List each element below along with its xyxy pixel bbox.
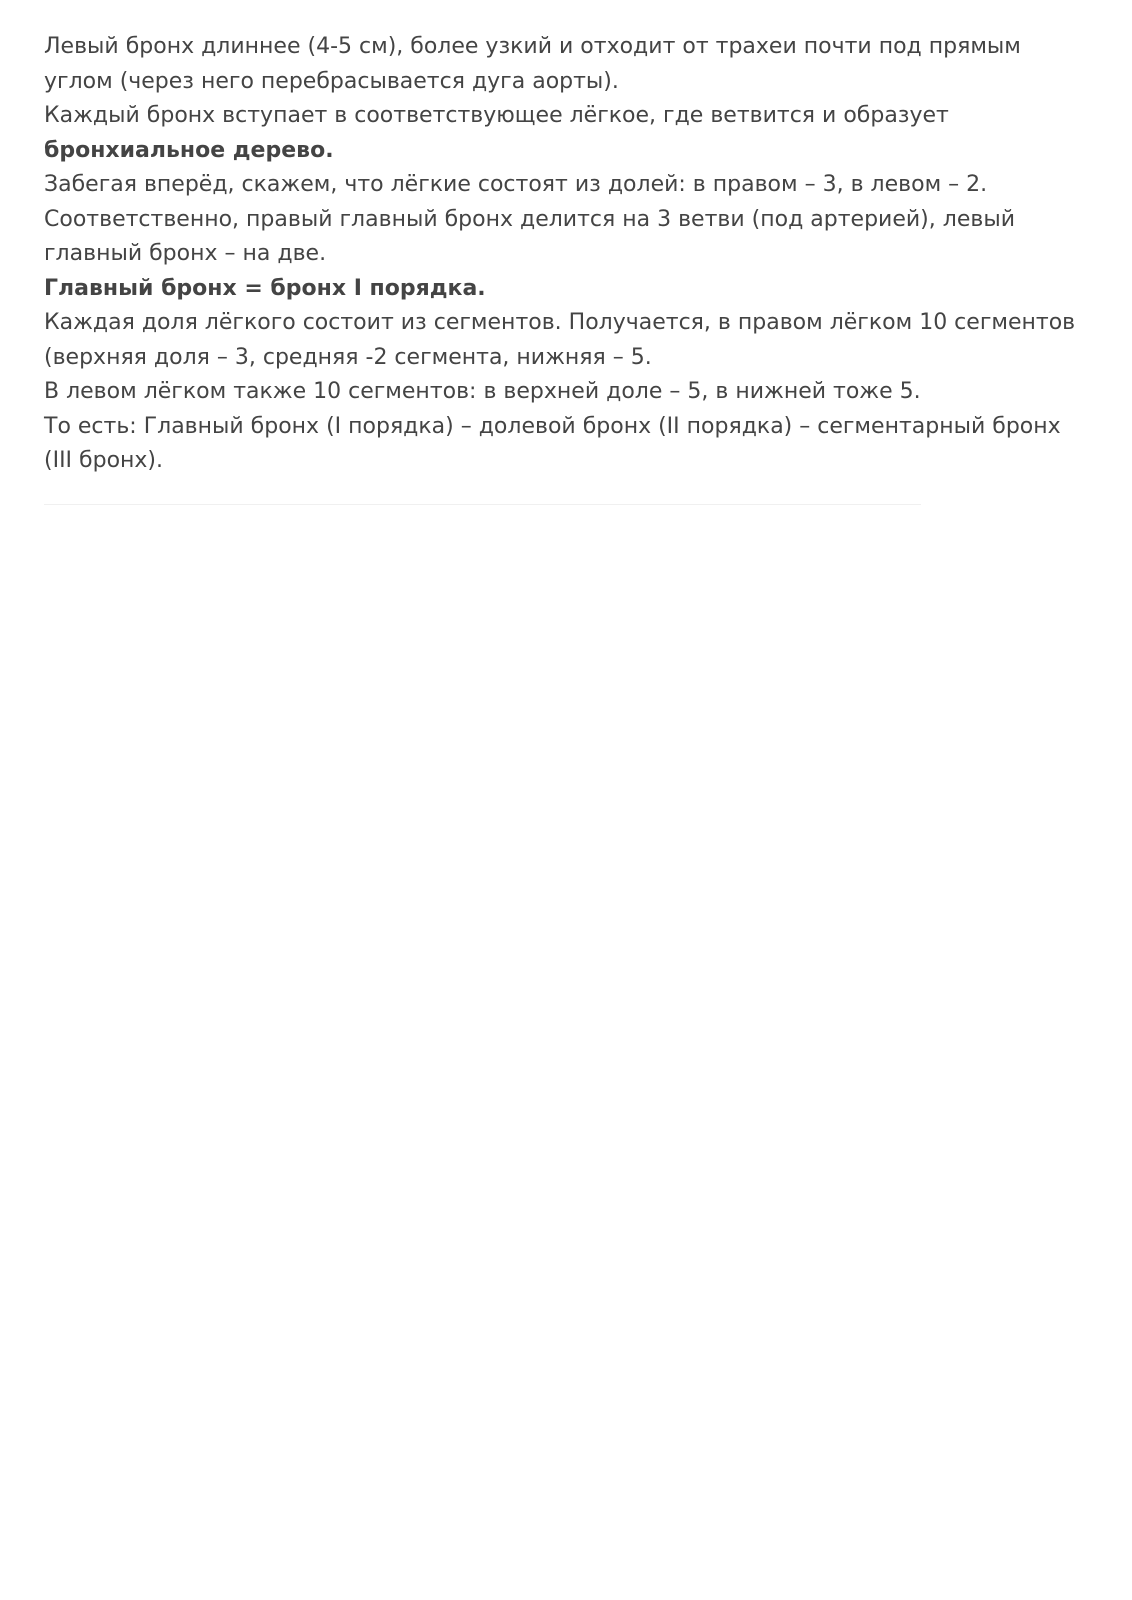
paragraph-bronchus-hierarchy: То есть: Главный бронх (I порядка) – долевой бронх (II порядка) – сегментарный бронх (III бронх). <box>44 413 1061 473</box>
paragraph-right-lung-segments: Каждая доля лёгкого состоит из сегментов. Получается, в правом лёгком 10 сегментов (верхняя доля – 3, средняя -2 сегмента, нижняя – 5. <box>44 310 1076 370</box>
paragraph-left-lung-segments: В левом лёгком также 10 сегментов: в верхней доле – 5, в нижней тоже 5. <box>44 379 921 404</box>
paragraph-lung-lobes: Забегая вперёд, скажем, что лёгкие состоят из долей: в правом – 3, в левом – 2. <box>44 172 988 197</box>
paragraph-bronchial-tree <box>44 99 1094 168</box>
section-divider <box>44 504 921 505</box>
paragraph-left-bronchus: Левый бронх длиннее (4-5 см), более узкий и отходит от трахеи почти под прямым углом (через него перебрасывается дуга аорты). <box>44 34 1021 94</box>
paragraph-bronchial-tree-text: Каждый бронх вступает в соответствующее лёгкое, где ветвится и образует <box>44 103 949 128</box>
term-bronchial-tree: бронхиальное дерево. <box>44 137 334 163</box>
paragraph-bronchus-branches: Соответственно, правый главный бронх делится на 3 ветви (под артерией), левый главный бронх – на две. <box>44 206 1015 266</box>
paragraph-main-bronchus-definition: Главный бронх = бронх I порядка. <box>44 275 486 301</box>
document-body <box>44 30 1094 479</box>
